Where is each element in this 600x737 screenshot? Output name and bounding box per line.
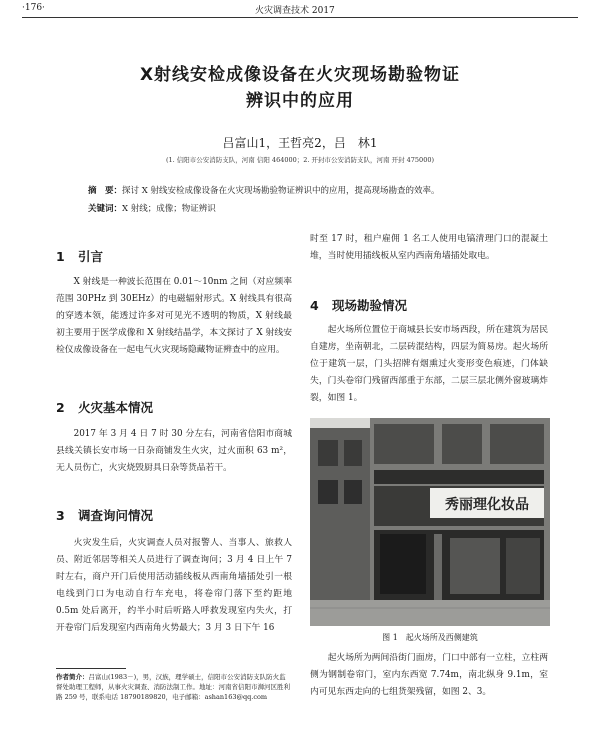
footnote-label: 作者简介：	[56, 673, 89, 681]
fire-scene-photo	[310, 418, 550, 626]
authors: 吕富山1，王哲亮2，吕 林1	[222, 136, 378, 150]
abstract	[88, 184, 439, 196]
section-title-1: 引言	[78, 249, 104, 264]
keywords	[88, 202, 216, 214]
section-heading-2	[56, 398, 153, 416]
abstract-text: 探讨 X 射线安检成像设备在火灾现场勘验物证辨识中的应用，提高现场勘查的效率。	[122, 186, 440, 196]
affiliation: (1. 信阳市公安消防支队，河南 信阳 464000；2. 开封市公安消防支队，河南 开封 475000)	[166, 156, 434, 164]
header-rule	[22, 17, 578, 18]
fire-scene-illustration	[310, 418, 550, 626]
section-heading-3	[56, 506, 153, 524]
section-body-3: 火灾发生后，火灾调查人员对报警人、当事人、旅救人员、附近邻居等相关人员进行了调查询问；3 月 4 日上午 7 时左右，商户开门后使用活动插线板从西南角墙插处引一根电线到门口为电动自行车充电，将卷帘门落下至约距地 0.5m 处后离开，约半小时后听路人呼救发现室内失火，打开卷帘门后发现室内西南角火势最大；3 月 3 日下午 16	[56, 538, 292, 633]
section-title-4: 现场勘验情况	[332, 298, 408, 313]
section-title-3: 调查询问情况	[78, 508, 154, 523]
page-number: ·176·	[22, 3, 45, 13]
section-number-1: 1	[56, 249, 65, 264]
footnote-text: 吕富山(1983－)，男，汉族，理学硕士，信阳市公安消防支队防火监督处助理工程师，从事火灾调查、消防法制工作。地址：河南省信阳市浉河区胜利路 259 号，联系电话 18790189820，电子邮箱：ashan163@qq.com	[56, 673, 290, 701]
footnote	[56, 672, 292, 702]
section-body-1: X 射线是一种波长范围在 0.01～10nm 之间（对应频率范围 30PHz 到 30EHz）的电磁辐射形式。X 射线具有很高的穿透本领，能透过许多对可见光不透明的物质，X 射线最初主要用于医学成像和 X 射线结晶学，本文探讨了 X 射线安检仪成像设备在一起电气火灾现场隐藏物证辨查中的应用。	[56, 277, 292, 355]
shop-sign: 秀丽理化妆品	[445, 497, 529, 513]
section-heading-4	[310, 296, 407, 314]
title-line2: 辨识中的应用	[246, 91, 354, 111]
section-body-3-continued: 时至 17 时，租户雇佣 1 名工人使用电镐清理门口的混凝土堆，当时使用插线板从室内西南角墙插处取电。	[310, 234, 548, 261]
section-body-4b: 起火场所为两间沿街门面房，门口中部有一立柱，立柱两侧为钢制卷帘门，室内东西宽 7.74m，南北纵身 9.1m，室内可见东西走向的七组货架残留，如图 2、3。	[310, 653, 548, 697]
section-number-3: 3	[56, 508, 65, 523]
section-number-4: 4	[310, 298, 319, 313]
title-line1: X射线安检成像设备在火灾现场勘验物证	[139, 65, 461, 85]
abstract-label: 摘 要：	[88, 186, 123, 196]
keywords-text: X 射线；成像；物证辨识	[122, 204, 216, 214]
section-title-2: 火灾基本情况	[78, 400, 154, 415]
section-number-2: 2	[56, 400, 65, 415]
journal-name: 火灾调查技术 2017	[255, 6, 335, 16]
keywords-label: 关键词：	[88, 204, 123, 214]
section-body-2: 2017 年 3 月 4 日 7 时 30 分左右，河南省信阳市商城县线关镇长安市场一日杂商铺发生火灾，过火面积 63 m²，无人员伤亡，火灾烧毁厨具日杂等货品若干。	[56, 429, 292, 473]
section-body-4a: 起火场所位置位于商城县长安市场西段，所在建筑为居民自建房，坐南朝北，二层砖混结构，四层为简易房。起火场所位于建筑一层，门头招牌有烟熏过火变形变色痕迹，门体缺失，门头卷帘门残留西部重于东部，二层三层北侧外窗玻璃炸裂，如图 1。	[310, 325, 548, 403]
section-heading-1	[56, 247, 103, 265]
footnote-rule	[56, 668, 126, 669]
figure-caption: 图 1 起火场所及西侧建筑	[382, 633, 478, 642]
